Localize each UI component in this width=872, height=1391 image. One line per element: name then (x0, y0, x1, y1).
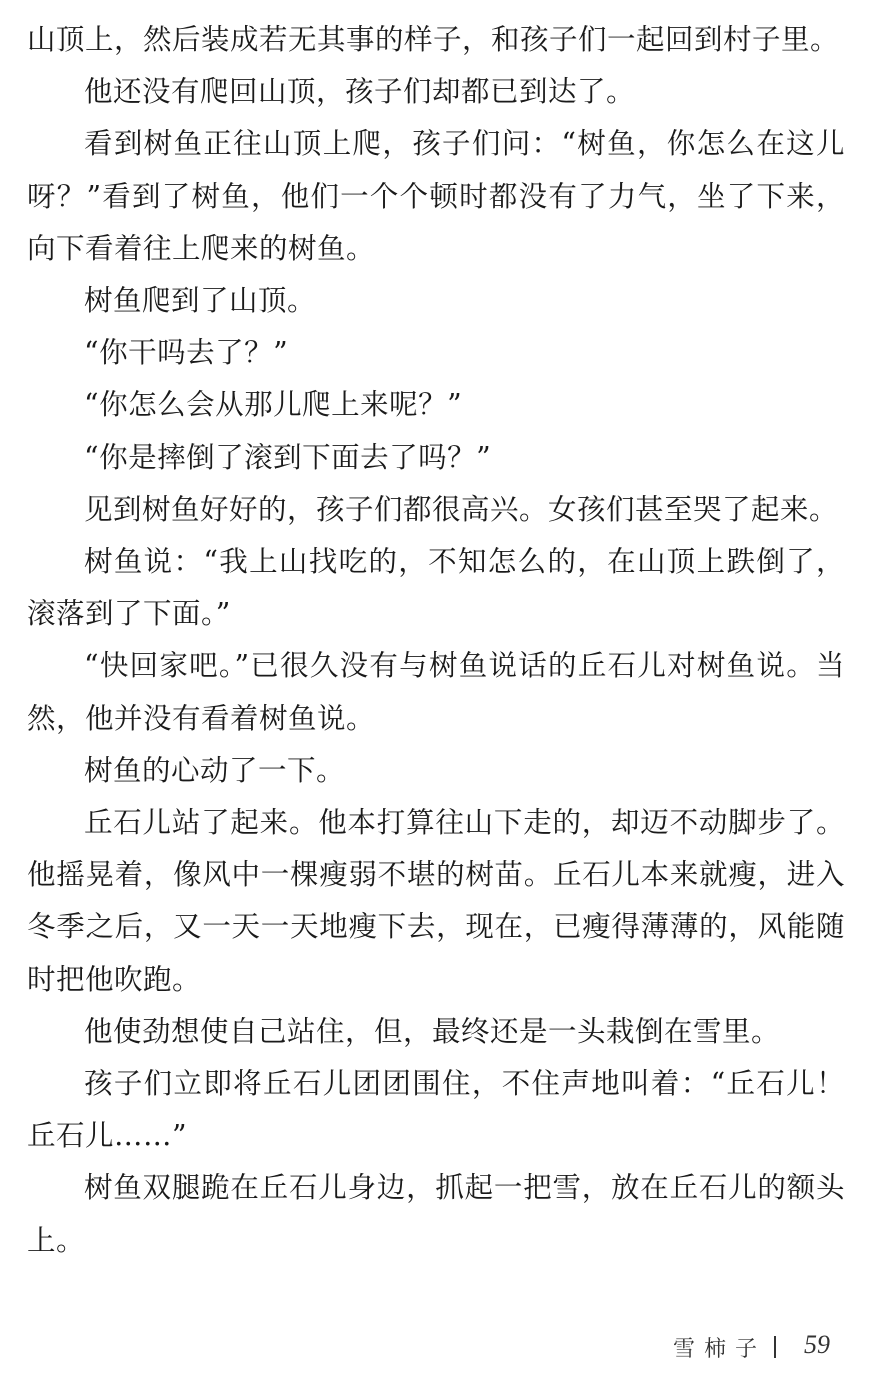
dialogue-line: “你是摔倒了滚到下面去了吗？” (84, 440, 492, 474)
body-text (27, 14, 845, 1267)
paragraph: 树鱼的心动了一下。 (84, 753, 346, 787)
running-title: 雪柿子 (672, 1337, 766, 1362)
paragraph: 山顶上，然后装成若无其事的样子，和孩子们一起回到村子里。 (27, 23, 840, 56)
paragraph: 树鱼双腿跪在丘石儿身边，抓起一把雪，放在丘石儿的额头上。 (27, 1171, 845, 1257)
paragraph: 树鱼爬到了山顶。 (84, 284, 317, 318)
footer-divider (774, 1336, 776, 1358)
paragraph: 看到树鱼正往山顶上爬，孩子们问：“树鱼，你怎么在这儿呀？”看到了树鱼，他们一个个顿时都没有了力气，坐了下来，向下看着往上爬来的树鱼。 (27, 127, 845, 265)
page-number: 59 (804, 1330, 830, 1359)
dialogue-line: “你怎么会从那儿爬上来呢？” (84, 388, 463, 422)
paragraph: “快回家吧。”已很久没有与树鱼说话的丘石儿对树鱼说。当然，他并没有看着树鱼说。 (27, 649, 845, 735)
dialogue-line: “你干吗去了？” (84, 336, 289, 370)
page-footer (0, 1328, 872, 1368)
paragraph: 孩子们立即将丘石儿团团围住，不住声地叫着：“丘石儿！丘石儿……” (27, 1067, 845, 1153)
paragraph: 他还没有爬回山顶，孩子们却都已到达了。 (84, 75, 636, 109)
paragraph: 丘石儿站了起来。他本打算往山下走的，却迈不动脚步了。他摇晃着，像风中一棵瘦弱不堪的树苗。丘石儿本来就瘦，进入冬季之后，又一天一天地瘦下去，现在，已瘦得薄薄的，风能随时把他吹跑。 (27, 806, 845, 996)
paragraph: 他使劲想使自己站住，但，最终还是一头栽倒在雪里。 (84, 1014, 781, 1048)
paragraph: 树鱼说：“我上山找吃的，不知怎么的，在山顶上跌倒了，滚落到了下面。” (27, 545, 845, 631)
paragraph: 见到树鱼好好的，孩子们都很高兴。女孩们甚至哭了起来。 (84, 492, 839, 526)
